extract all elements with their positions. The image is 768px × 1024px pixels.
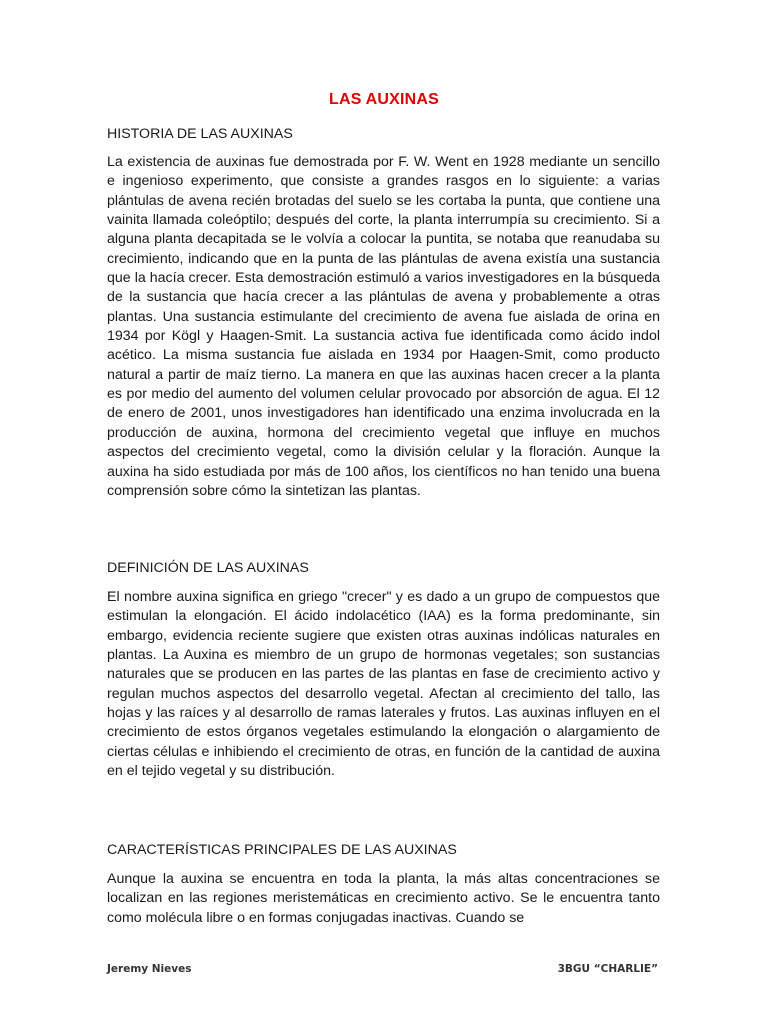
footer-group: 3BGU “CHARLIE” [557, 963, 658, 975]
section-body-definicion: El nombre auxina significa en griego "crecer" y es dado a un grupo de compuestos que estimulan la elongación. El ácido indolacético (IAA) es la forma predominante, sin embargo, evidencia reciente sugiere que existen otras auxinas indólicas naturales en plantas. La Auxina es miembro de un grupo de hormonas vegetales; son sustancias naturales que se producen en las partes de las plantas en fase de crecimiento activo y regulan muchos aspectos del desarrollo vegetal. Afectan al crecimiento del tallo, las hojas y las raíces y al desarrollo de ramas laterales y frutos. Las auxinas influyen en el crecimiento de estos órganos vegetales estimulando la elongación o alargamiento de ciertas células e inhibiendo el crecimiento de otras, en función de la cantidad de auxina en el tejido vegetal y su distribución. [107, 589, 660, 780]
section-body-historia: La existencia de auxinas fue demostrada por F. W. Went en 1928 mediante un sencillo e ingenioso experimento, que consiste a grandes rasgos en lo siguiente: a varias plántulas de avena recién brotadas del suelo se les cortaba la punta, que contiene una vainita llamada coleóptilo; después del corte, la planta interrumpía su crecimiento. Si a alguna planta decapitada se le volvía a colocar la puntita, se notaba que reanudaba su crecimiento, indicando que en la punta de las plántulas de avena existía una sustancia que la hacía crecer. Esta demostración estimuló a varios investigadores en la búsqueda de la sustancia que hacía crecer a las plántulas de avena y probablemente a otras plantas. Una sustancia estimulante del crecimiento de avena fue aislada de orina en 1934 por Kögl y Haagen-Smit. La sustancia activa fue identificada como ácido indol acético. La misma sustancia fue aislada en 1934 por Haagen-Smit, como producto natural a partir de maíz tierno. La manera en que las auxinas hacen crecer a la planta es por medio del aumento del volumen celular provocado por absorción de agua. El 12 de enero de 2001, unos investigadores han identificado una enzima involucrada en la producción de auxina, hormona del crecimiento vegetal que influye en muchos aspectos del crecimiento vegetal, como la división celular y la floración. Aunque la auxina ha sido estudiada por más de 100 años, los científicos no han tenido una buena comprensión sobre cómo la sintetizan las plantas. [107, 154, 660, 499]
section-body-caracteristicas: Aunque la auxina se encuentra en toda la planta, la más altas concentraciones se localizan en las regiones meristemáticas en crecimiento activo. Se le encuentra tanto como molécula libre o en formas conjugadas inactivas. Cuando se [107, 871, 660, 926]
document-title: LAS AUXINAS [328, 91, 440, 108]
section-heading-caracteristicas: CARACTERÍSTICAS PRINCIPALES DE LAS AUXINAS [107, 842, 457, 858]
footer-author: Jeremy Nieves [107, 963, 192, 975]
section-heading-definicion: DEFINICIÓN DE LAS AUXINAS [107, 560, 309, 576]
section-heading-historia: HISTORIA DE LAS AUXINAS [107, 126, 293, 142]
